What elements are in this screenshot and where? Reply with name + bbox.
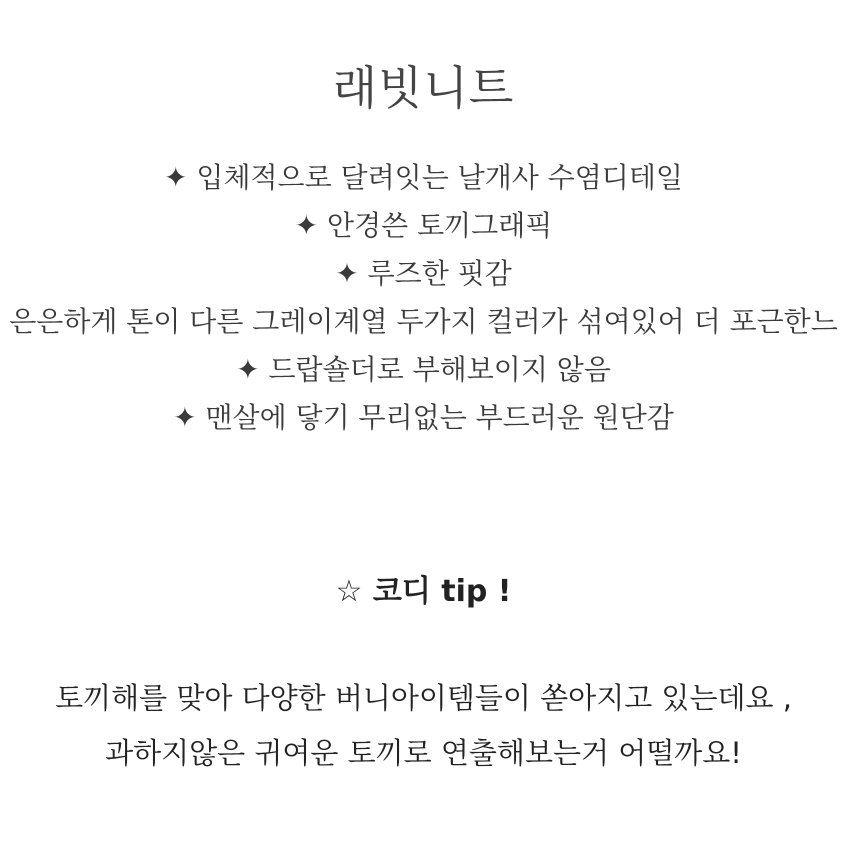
feature-item-wide (0, 301, 847, 349)
feature-item: ✦ 안경쓴 토끼그래픽 (294, 209, 553, 242)
feature-item: ✦ 맨살에 닿기 무리없는 부드러운 원단감 (173, 401, 674, 434)
feature-item: 은은하게 톤이 다른 그레이계열 두가지 컬러가 섞여있어 더 포근한느 (9, 305, 838, 338)
feature-list (0, 157, 847, 445)
tip-text-line: 토끼해를 맞아 다양한 버니아이템들이 쏟아지고 있는데요 , (55, 681, 792, 715)
feature-item: ✦ 드랍숄더로 부해보이지 않음 (236, 353, 611, 386)
tip-text-line: 과하지않은 귀여운 토끼로 연출해보는거 어떨까요! (105, 736, 742, 770)
page-title: 래빗니트 (332, 61, 515, 115)
coordination-tip-heading: ☆ 코디 tip ! (335, 574, 512, 609)
feature-item: ✦ 입체적으로 달려잇는 날개사 수염디테일 (164, 161, 683, 194)
feature-item: ✦ 루즈한 핏감 (335, 257, 512, 290)
